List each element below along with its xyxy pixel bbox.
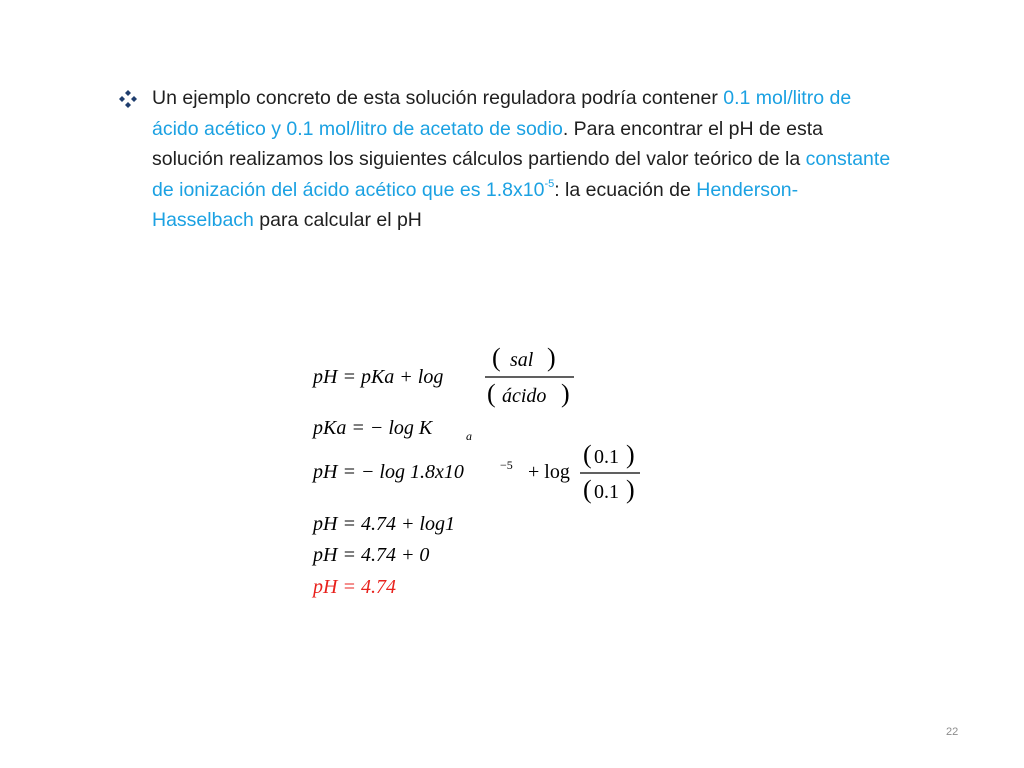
eq3-open-paren: ( (583, 475, 592, 504)
eq3-numerator: 0.1 (594, 446, 619, 468)
eq3-close-paren: ) (626, 475, 635, 504)
eq3-close-paren: ) (626, 440, 635, 469)
eq1-lhs: pH = pKa + log (313, 366, 444, 388)
eq6-result: pH = 4.74 (313, 576, 396, 598)
eq3-plus-log: + log (528, 461, 570, 483)
eq3-denominator: 0.1 (594, 481, 619, 503)
text-segment: : la ecuación de (554, 178, 697, 201)
text-segment: para calcular el pH (253, 209, 422, 231)
eq4: pH = 4.74 + log1 (313, 513, 455, 535)
eq1-close-paren: ) (547, 343, 556, 372)
exponent-superscript: -5 (544, 178, 555, 190)
text-segment: Un ejemplo concreto de esta solución reguladora podría contener (152, 87, 724, 109)
eq5: pH = 4.74 + 0 (313, 544, 430, 566)
eq1-denominator: ácido (502, 385, 547, 407)
eq2-subscript: a (466, 429, 472, 443)
eq1-numerator: sal (510, 349, 534, 371)
eq3-exponent: −5 (500, 458, 513, 472)
page-number: 22 (946, 726, 959, 738)
eq1-open-paren: ( (492, 343, 501, 372)
text-segment: . Para encontrar el pH de esta solución realizamos los siguientes cálculos partiendo del valor teórico de la (152, 117, 823, 170)
eq2-lhs: pKa = − log K (313, 417, 433, 439)
eq3-lhs: pH = − log 1.8x10 (313, 461, 464, 483)
eq3-open-paren: ( (583, 440, 592, 469)
highlight-ionization-constant: constante de ionización del ácido acético que es 1.8x10 (152, 148, 891, 201)
eq1-open-paren: ( (487, 379, 496, 408)
eq1-close-paren: ) (561, 379, 570, 408)
highlight-henderson-hasselbach: Henderson-Hasselbach (152, 178, 799, 231)
highlight-concentrations: 0.1 mol/litro de ácido acético y 0.1 mol/litro de acetato de sodio (152, 87, 852, 140)
